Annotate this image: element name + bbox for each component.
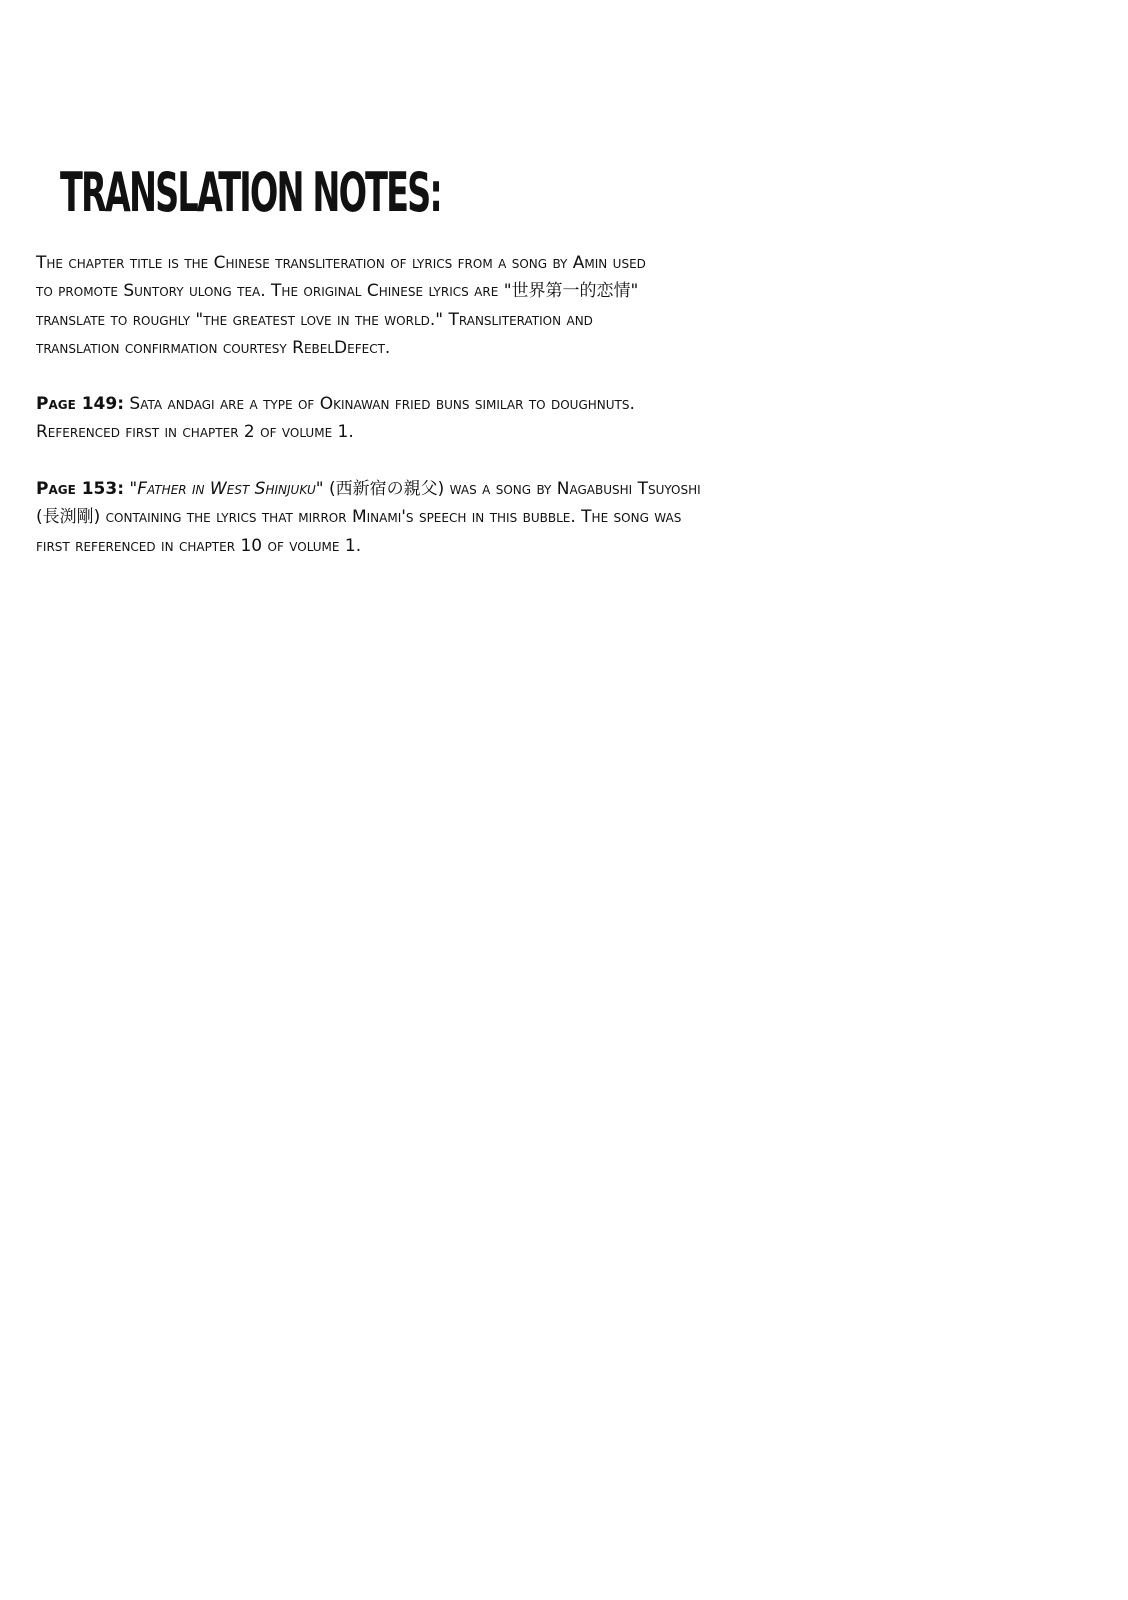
- note-line: first referenced in chapter 10 of volume 1.: [36, 535, 362, 556]
- note-line: to promote Suntory ulong tea. The original Chinese lyrics are "世界第一的恋情": [36, 281, 639, 302]
- note-line: translate to roughly "the greatest love in the world." Transliteration and: [36, 309, 593, 330]
- page-heading: TRANSLATION NOTES:: [60, 161, 441, 224]
- note-page-149: [36, 390, 635, 447]
- note-line: [36, 390, 635, 418]
- note-page-153: [36, 475, 701, 560]
- note-line: translation confirmation courtesy RebelDefect.: [36, 337, 391, 358]
- page-label: Page 153:: [36, 479, 124, 499]
- note-line: Referenced first in chapter 2 of volume 1.: [36, 422, 354, 443]
- note-line: [36, 475, 701, 503]
- page-label: Page 149:: [36, 394, 124, 414]
- note-line: The chapter title is the Chinese transliteration of lyrics from a song by Amin used: [36, 253, 646, 273]
- note-text: (西新宿の親父) was a song by Nagabushi Tsuyoshi: [323, 479, 701, 499]
- note-line: (長渕剛) containing the lyrics that mirror Minami's speech in this bubble. The song was: [36, 507, 682, 528]
- song-title: "Father in West Shinjuku": [129, 479, 324, 499]
- note-chapter-title: [36, 249, 646, 362]
- note-text: Sata andagi are a type of Okinawan fried buns similar to doughnuts.: [124, 394, 635, 414]
